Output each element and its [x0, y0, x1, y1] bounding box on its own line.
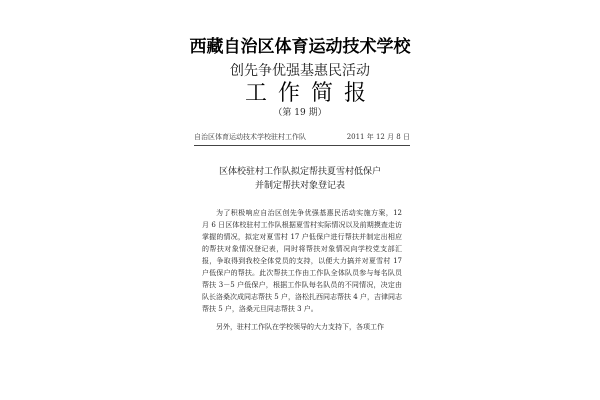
article-title-line-1: 区体校驻村工作队拟定帮扶夏雪村低保户: [218, 167, 381, 177]
school-name: 西藏自治区体育运动技术学校: [189, 37, 411, 57]
bulletin-title: 工作简报: [244, 81, 377, 106]
body-paragraph: 为了积极响应自治区创先争优强基惠民活动实施方案，12 月 6 日区体校驻村工作队根据夏雪村实际情况以及前期摸查走访掌握的情况，拟定对夏雪村 17 户低保户进行帮扶并制定出相应的帮扶对象情况登记表，同时将帮扶对象情况向学校党支部汇报，争取得到我校全体党员的支持，以便大力搞并对夏雪村 17 户低保户的帮扶。此次帮扶工作由工作队全体队员参与每名队员帮扶 3－5 户低保户，根据工作队每名队员的不同情况，决定由队长洛桑次成同志帮扶 5 户，洛松扎西同志帮扶 4 户，吉律同志帮扶 5 户，洛桑元旦同志帮扶 3 户。: [202, 209, 402, 313]
meta-line: [194, 131, 410, 143]
issue-date: 2011 年 12 月 8 日: [346, 133, 410, 141]
issue-number: （第 19 期）: [273, 108, 327, 118]
header-divider: [194, 145, 410, 146]
article-title-line-2: 并制定帮扶对象登记表: [254, 181, 345, 191]
issuing-unit: 自治区体育运动技术学校驻村工作队: [194, 133, 306, 141]
activity-name: 创先争优强基惠民活动: [230, 63, 370, 79]
article-body: [202, 207, 402, 369]
body-paragraph: 另外，驻村工作队在学校领导的大力支持下，各项工作: [216, 323, 384, 331]
